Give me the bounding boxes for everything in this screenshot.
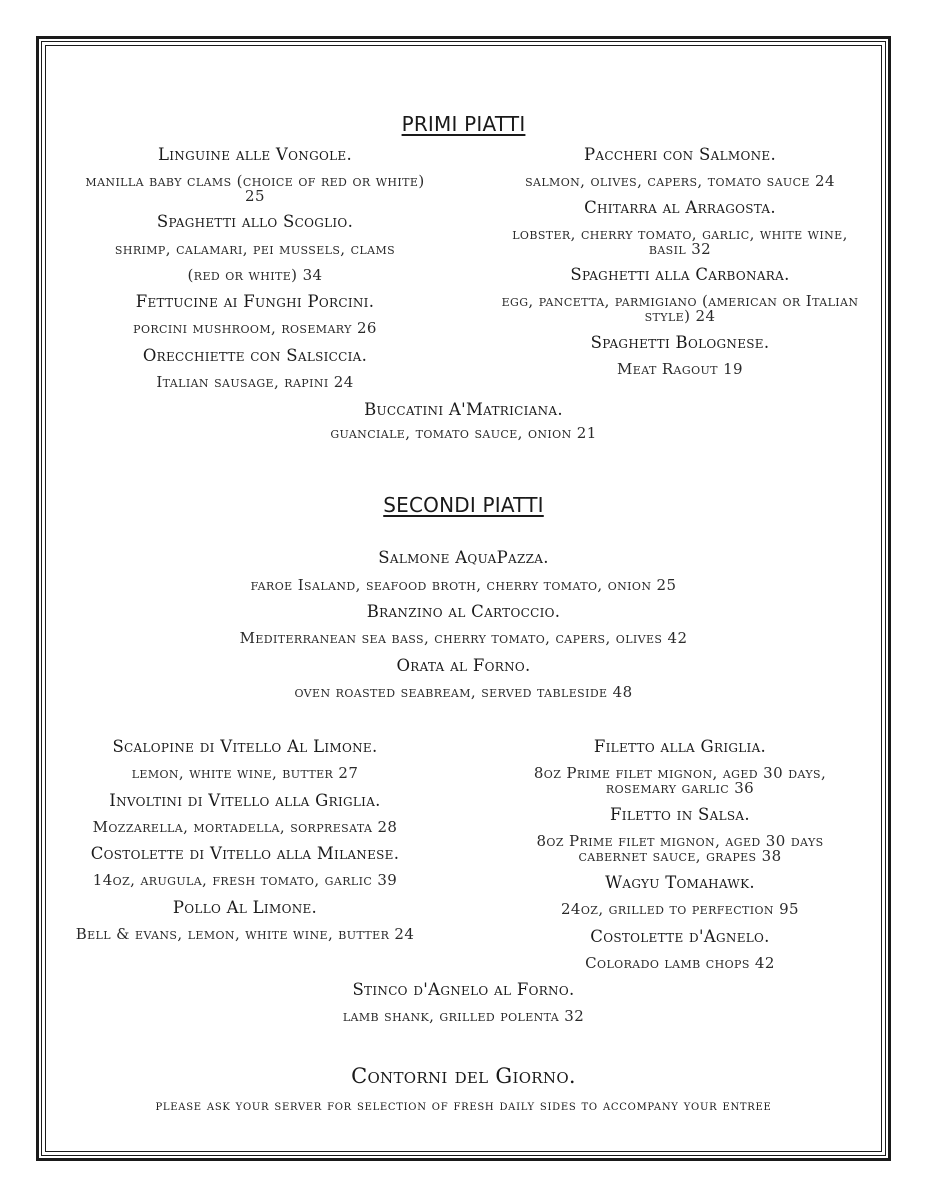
dish-name: Filetto in Salsa. <box>610 805 750 824</box>
dish-name: Linguine alle Vongole. <box>157 145 352 164</box>
dish-name: Wagyu Tomahawk. <box>605 873 755 892</box>
dish-description: faroe Isaland, seafood broth, cherry tomato, onion 25 <box>250 576 677 594</box>
dish-name: Paccheri con Salmone. <box>583 145 776 164</box>
dish-name: Orata al Forno. <box>396 656 531 675</box>
dish-name: Pollo Al Limone. <box>172 898 318 917</box>
dish-description: porcini mushroom, rosemary 26 <box>133 319 377 337</box>
dish-name: Buccatini A'Matriciana. <box>364 400 563 419</box>
dish-description: Bell & evans, lemon, white wine, butter 24 <box>75 925 415 943</box>
dish-description: salmon, olives, capers, tomato sauce 24 <box>525 172 835 190</box>
dish-description: 8oz Prime filet mignon, aged 30 days, rosemary garlic 36 <box>533 764 827 797</box>
dish-name: Filetto alla Griglia. <box>593 737 767 756</box>
dish-name: Branzino al Cartoccio. <box>366 602 561 621</box>
dish-description: Colorado lamb chops 42 <box>585 954 775 972</box>
dish-description: Italian sausage, rapini 24 <box>156 373 354 391</box>
dish-name: Fettucine ai Funghi Porcini. <box>135 292 375 311</box>
contorni-title: Contorni del Giorno. <box>351 1064 576 1088</box>
dish-name: Involtini di Vitello alla Griglia. <box>109 791 381 810</box>
dish-description: lobster, cherry tomato, garlic, white wine, basil 32 <box>512 225 848 258</box>
dish-description: egg, pancetta, parmigiano (american or Italian style) 24 <box>501 292 859 325</box>
dish-description: 14oz, arugula, fresh tomato, garlic 39 <box>92 871 398 889</box>
dish-description: lemon, white wine, butter 27 <box>131 764 359 782</box>
dish-name: Costolette di Vitello alla Milanese. <box>90 844 400 863</box>
dish-name: Spaghetti Bolognese. <box>590 333 770 352</box>
dish-name: Salmone AquaPazza. <box>378 548 549 567</box>
dish-name: Orecchiette con Salsiccia. <box>142 346 368 365</box>
dish-description: lamb shank, grilled polenta 32 <box>342 1007 585 1025</box>
dish-description: Mozzarella, mortadella, sorpresata 28 <box>92 818 398 836</box>
dish-description: Meat Ragout 19 <box>617 360 743 378</box>
dish-name: Spaghetti alla Carbonara. <box>570 265 790 284</box>
dish-description: guanciale, tomato sauce, onion 21 <box>330 424 597 442</box>
contorni-description: please ask your server for selection of fresh daily sides to accompany your entree <box>155 1098 772 1114</box>
dish-description: Mediterranean sea bass, cherry tomato, capers, olives 42 <box>239 629 688 647</box>
dish-description: oven roasted seabream, served tableside 48 <box>294 683 633 701</box>
dish-description: 8oz Prime filet mignon, aged 30 days cabernet sauce, grapes 38 <box>536 832 824 865</box>
dish-description: manilla baby clams (choice of red or white) 25 <box>85 172 425 205</box>
secondi-piatti-title: SECONDI PIATTI <box>383 493 544 517</box>
dish-name: Stinco d'Agnelo al Forno. <box>352 980 575 999</box>
dish-name: Scalopine di Vitello Al Limone. <box>112 737 378 756</box>
dish-name: Chitarra al Arragosta. <box>584 198 776 217</box>
dish-name: Costolette d'Agnelo. <box>590 927 770 946</box>
dish-name: Spaghetti allo Scoglio. <box>156 212 354 231</box>
dish-description: 24oz, grilled to perfection 95 <box>560 900 800 918</box>
primi-piatti-title: PRIMI PIATTI <box>401 112 526 136</box>
dish-description: shrimp, calamari, pei mussels, clams <box>114 240 396 258</box>
dish-description-continued: (red or white) 34 <box>187 266 323 284</box>
